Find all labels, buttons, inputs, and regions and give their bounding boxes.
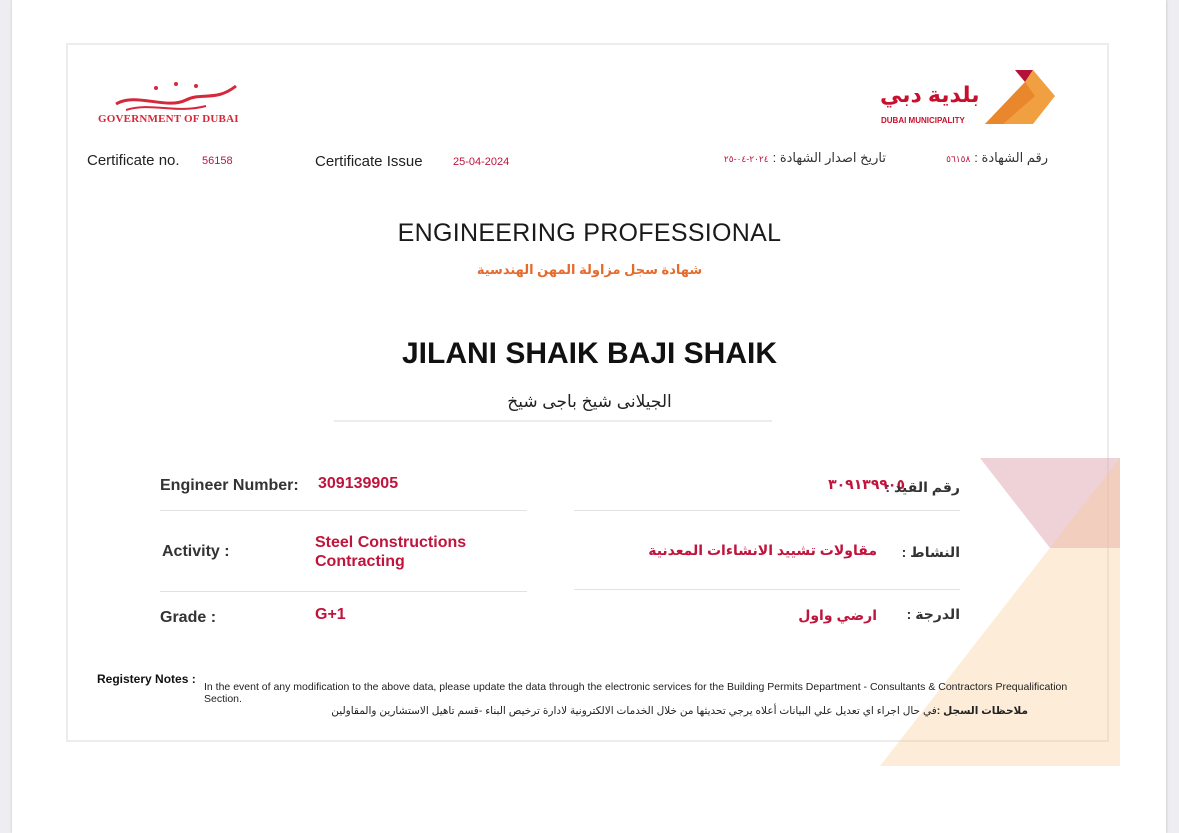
- holder-name-arabic: الجيلانى شيخ باجى شيخ: [507, 392, 672, 411]
- certificate-title: ENGINEERING PROFESSIONAL: [397, 219, 782, 247]
- certificate-no-ar-label: رقم الشهادة :: [974, 150, 1048, 165]
- certificate-no-label: Certificate no.: [87, 152, 180, 169]
- engineer-number-value: 309139905: [318, 475, 399, 492]
- grade-label: Grade :: [160, 609, 217, 626]
- certificate-no-arabic: [940, 150, 1048, 166]
- dubai-municipality-logo-icon: [985, 70, 1055, 126]
- issue-date-arabic: [700, 150, 886, 166]
- registry-notes-arabic-label: ملاحظات السجل :: [936, 705, 1028, 717]
- certificate-subtitle-arabic: شهادة سجل مزاولة المهن الهندسية: [476, 262, 703, 277]
- certificate-issue-label: Certificate Issue: [315, 153, 423, 170]
- activity-label: Activity :: [162, 543, 230, 560]
- government-of-dubai-text: GOVERNMENT OF DUBAI: [98, 113, 239, 125]
- registry-notes-english: In the event of any modification to the above data, please update the data through the electronic services for the Building Permits Department - Consultants & Contractors Prequalification Section.: [204, 681, 1068, 705]
- engineer-number-label: Engineer Number:: [160, 477, 299, 494]
- dubai-municipality-english: DUBAI MUNICIPALITY: [881, 116, 965, 125]
- certificate-issue-value: 25-04-2024: [453, 156, 510, 168]
- divider: [160, 591, 527, 592]
- divider: [160, 510, 527, 511]
- activity-value-arabic: مقاولات تشييد الانشاءات المعدنية: [648, 542, 877, 558]
- registry-notes-arabic-text: في حال اجراء اي تعديل علي البيانات أعلاه يرجي تحديثها من خلال الخدمات الالكترونية لادارة ترخيص البناء -قسم تاهيل الاستشارين والمقاولين: [331, 705, 937, 717]
- holder-name: JILANI SHAIK BAJI SHAIK: [401, 337, 778, 370]
- grade-value-arabic: ارضي واول: [798, 607, 877, 623]
- grade-label-arabic: الدرجة :: [906, 606, 960, 622]
- name-underline: [334, 420, 772, 422]
- activity-label-arabic: النشاط :: [901, 544, 960, 560]
- registry-notes-arabic: [200, 705, 1028, 717]
- divider: [574, 589, 960, 590]
- issue-date-ar-value: ٢٠٢٤-٠٤-٢٥: [723, 154, 769, 164]
- engineer-number-label-arabic: رقم القيد :: [885, 479, 960, 495]
- certificate-no-ar-value: ٥٦١٥٨: [946, 154, 971, 164]
- issue-date-ar-label: تاريخ اصدار الشهادة :: [772, 150, 886, 165]
- registry-notes-label: Registery Notes :: [97, 672, 196, 686]
- dubai-municipality-arabic: بلدية دبي: [880, 82, 980, 107]
- engineer-number-value-arabic: ٣٠٩١٣٩٩٠٥: [828, 476, 905, 492]
- divider: [574, 510, 960, 511]
- certificate-no-value: 56158: [202, 155, 233, 167]
- grade-value: G+1: [315, 606, 346, 623]
- activity-value: Steel Constructions Contracting: [315, 534, 467, 570]
